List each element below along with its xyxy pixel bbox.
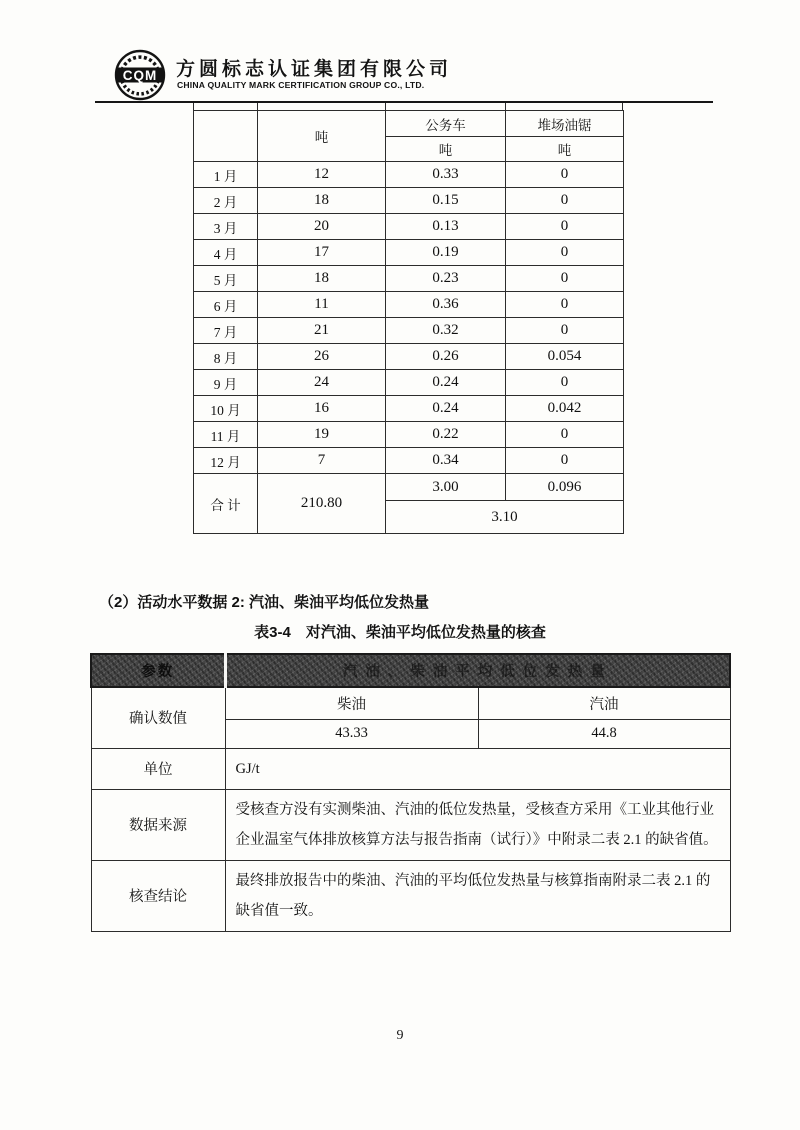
- month-cell: 1 月: [194, 162, 258, 188]
- tons-unit-header: 吨: [258, 111, 386, 162]
- table-row: [194, 188, 624, 214]
- saw-cell: 0: [506, 188, 624, 214]
- unit-label: 单位: [91, 748, 225, 789]
- cqm-logo-icon: [112, 48, 168, 102]
- bus-unit-header: 吨: [386, 137, 506, 162]
- tons-cell: 7: [258, 448, 386, 474]
- tons-cell: 20: [258, 214, 386, 240]
- gasoline-header-cell: 汽油: [478, 687, 730, 719]
- saw-cell: 0: [506, 318, 624, 344]
- param-header-cell: 参数: [91, 654, 225, 687]
- section-heading: （2）活动水平数据 2: 汽油、柴油平均低位发热量: [99, 594, 430, 611]
- company-name-en: CHINA QUALITY MARK CERTIFICATION GROUP CO., LTD.: [177, 80, 425, 90]
- month-cell: 5 月: [194, 266, 258, 292]
- tons-cell: 12: [258, 162, 386, 188]
- month-cell: 10 月: [194, 396, 258, 422]
- saw-cell: 0.054: [506, 344, 624, 370]
- month-cell: 9 月: [194, 370, 258, 396]
- bus-cell: 0.34: [386, 448, 506, 474]
- param-title-cell: 汽油、柴油平均低位发热量: [225, 654, 730, 687]
- tons-cell: 21: [258, 318, 386, 344]
- month-cell: 12 月: [194, 448, 258, 474]
- conclusion-text: 最终排放报告中的柴油、汽油的平均低位发热量与核算指南附录二表 2.1 的缺省值一致。: [225, 860, 730, 931]
- saw-cell: 0: [506, 240, 624, 266]
- tons-cell: 18: [258, 266, 386, 292]
- table-header-row: [194, 111, 624, 137]
- total-label: 合 计: [194, 474, 258, 534]
- bus-cell: 0.19: [386, 240, 506, 266]
- monthly-consumption-table: [193, 110, 624, 534]
- logo-cqm-text: CQM: [122, 67, 158, 83]
- total-saw-cell: 0.096: [506, 474, 624, 501]
- saw-cell: 0: [506, 448, 624, 474]
- table-row: [194, 240, 624, 266]
- bus-cell: 0.23: [386, 266, 506, 292]
- saw-cell: 0: [506, 370, 624, 396]
- conclusion-label: 核查结论: [91, 860, 225, 931]
- bus-cell: 0.26: [386, 344, 506, 370]
- saw-cell: 0: [506, 214, 624, 240]
- bus-cell: 0.24: [386, 396, 506, 422]
- saw-cell: 0: [506, 162, 624, 188]
- month-cell: 6 月: [194, 292, 258, 318]
- table-row: [194, 266, 624, 292]
- saw-unit-header: 吨: [506, 137, 624, 162]
- bus-cell: 0.33: [386, 162, 506, 188]
- table-row: [194, 318, 624, 344]
- unit-value-cell: GJ/t: [225, 748, 730, 789]
- tons-cell: 17: [258, 240, 386, 266]
- month-cell: 4 月: [194, 240, 258, 266]
- saw-cell: 0.042: [506, 396, 624, 422]
- bus-cell: 0.22: [386, 422, 506, 448]
- tons-cell: 19: [258, 422, 386, 448]
- diesel-value-cell: 43.33: [225, 719, 478, 748]
- month-cell: 11 月: [194, 422, 258, 448]
- table-row: [194, 448, 624, 474]
- total-tons-cell: 210.80: [258, 474, 386, 534]
- saw-column-header: 堆场油锯: [506, 111, 624, 137]
- tons-cell: 11: [258, 292, 386, 318]
- dark-header-row: [91, 654, 730, 687]
- data-source-row: [91, 789, 730, 860]
- bus-column-header: 公务车: [386, 111, 506, 137]
- header-rule: [95, 101, 713, 103]
- confirmed-label: 确认数值: [91, 687, 225, 748]
- bus-cell: 0.32: [386, 318, 506, 344]
- month-cell: 7 月: [194, 318, 258, 344]
- month-cell: 8 月: [194, 344, 258, 370]
- saw-cell: 0: [506, 292, 624, 318]
- month-cell: 2 月: [194, 188, 258, 214]
- bus-cell: 0.24: [386, 370, 506, 396]
- total-combined-cell: 3.10: [386, 501, 624, 534]
- tons-cell: 16: [258, 396, 386, 422]
- conclusion-row: [91, 860, 730, 931]
- bus-cell: 0.15: [386, 188, 506, 214]
- data-source-label: 数据来源: [91, 789, 225, 860]
- table-row: [194, 422, 624, 448]
- table-row: [194, 162, 624, 188]
- company-name-cn: 方圆标志认证集团有限公司: [176, 59, 453, 80]
- confirmed-value-row: [91, 687, 730, 719]
- month-cell: 3 月: [194, 214, 258, 240]
- data-source-text: 受核查方没有实测柴油、汽油的低位发热量，受核查方采用《工业其他行业企业温室气体排放核算方法与报告指南（试行）》中附录二表 2.1 的缺省值。: [225, 789, 730, 860]
- diesel-header-cell: 柴油: [225, 687, 478, 719]
- page-number: 9: [396, 1028, 404, 1043]
- tons-cell: 18: [258, 188, 386, 214]
- tons-cell: 24: [258, 370, 386, 396]
- gasoline-value-cell: 44.8: [478, 719, 730, 748]
- heating-value-table: [90, 653, 731, 932]
- saw-cell: 0: [506, 422, 624, 448]
- tons-cell: 26: [258, 344, 386, 370]
- table-3-4-title: 表3-4 对汽油、柴油平均低位发热量的核查: [254, 624, 546, 641]
- table-row: [194, 292, 624, 318]
- table-row: [194, 214, 624, 240]
- total-row: [194, 474, 624, 501]
- bus-cell: 0.36: [386, 292, 506, 318]
- table-row: [194, 370, 624, 396]
- unit-row: [91, 748, 730, 789]
- bus-cell: 0.13: [386, 214, 506, 240]
- table-row: [194, 396, 624, 422]
- total-bus-cell: 3.00: [386, 474, 506, 501]
- empty-header-cell: [194, 111, 258, 162]
- table-row: [194, 344, 624, 370]
- saw-cell: 0: [506, 266, 624, 292]
